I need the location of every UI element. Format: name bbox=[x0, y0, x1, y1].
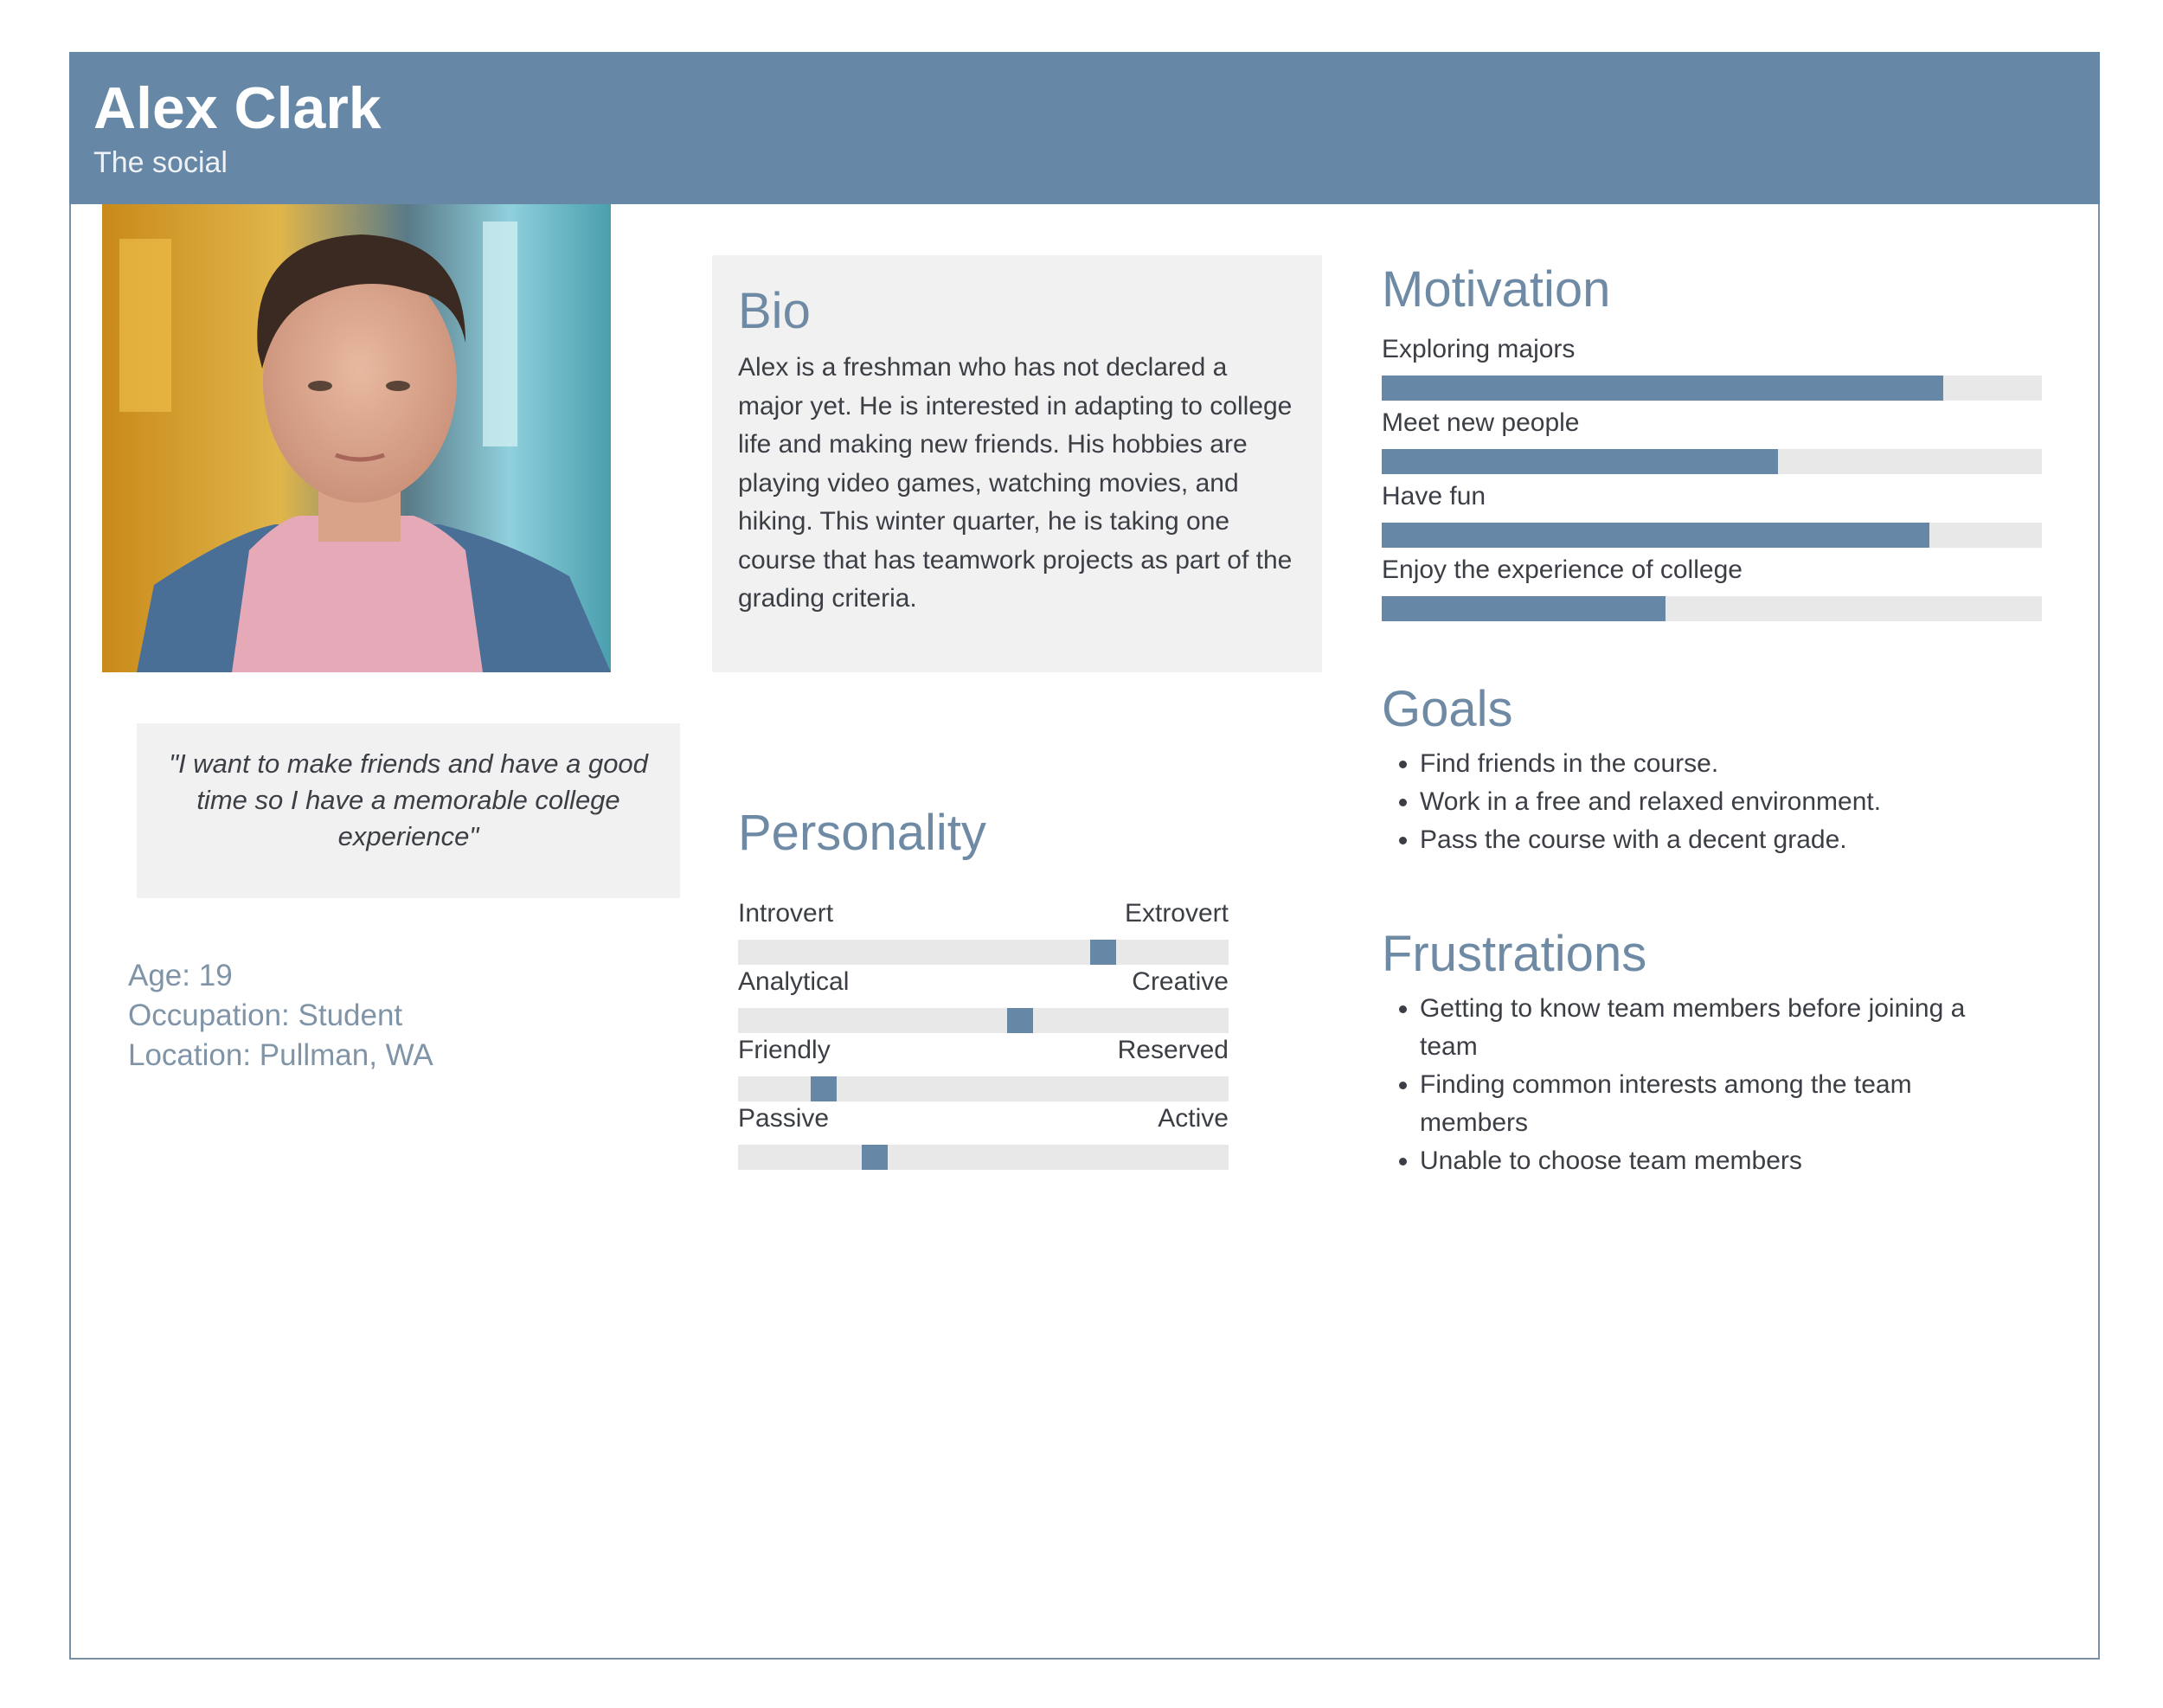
scale-labels bbox=[738, 896, 1229, 931]
scale-track bbox=[738, 1008, 1229, 1033]
motivation-track bbox=[1382, 376, 2042, 401]
motivation-bar bbox=[1382, 479, 2042, 548]
personality-scale bbox=[738, 1033, 1229, 1101]
age-text: Age: 19 bbox=[128, 959, 233, 992]
personality-section bbox=[738, 803, 1229, 1170]
personality-scale bbox=[738, 1101, 1229, 1170]
scale-right-label: Reserved bbox=[1117, 1036, 1229, 1064]
motivation-bar bbox=[1382, 553, 2042, 621]
scale-labels bbox=[738, 1033, 1229, 1068]
scale-marker bbox=[862, 1145, 888, 1170]
motivation-track bbox=[1382, 596, 2042, 621]
motivation-fill bbox=[1382, 523, 1929, 548]
motivation-label: Meet new people bbox=[1382, 408, 1580, 437]
scale-labels bbox=[738, 1101, 1229, 1136]
personality-scales bbox=[738, 896, 1229, 1170]
scale-right-label: Active bbox=[1158, 1104, 1229, 1133]
list-item: • Work in a free and relaxed environment. bbox=[1420, 783, 2042, 821]
motivation-fill bbox=[1382, 376, 1943, 401]
motivation-label: Exploring majors bbox=[1382, 335, 1576, 363]
scale-marker bbox=[1090, 940, 1116, 965]
motivation-track bbox=[1382, 523, 2042, 548]
frustrations-list bbox=[1382, 990, 2042, 1180]
motivation-bar bbox=[1382, 332, 2042, 401]
personality-title: Personality bbox=[738, 805, 986, 861]
scale-marker bbox=[811, 1076, 837, 1101]
persona-tagline: The social bbox=[93, 146, 228, 179]
motivation-fill bbox=[1382, 596, 1666, 621]
scale-left-label: Friendly bbox=[738, 1036, 831, 1064]
motivation-section bbox=[1382, 260, 2042, 621]
list-item: • Finding common interests among the team members bbox=[1420, 1066, 1990, 1142]
motivation-bar bbox=[1382, 406, 2042, 474]
frustrations-title: Frustrations bbox=[1382, 926, 1647, 982]
location-text: Location: Pullman, WA bbox=[128, 1038, 433, 1072]
bio-title: Bio bbox=[738, 283, 811, 339]
quote-text: "I want to make friends and have a good time so I have a memorable college experience" bbox=[169, 748, 648, 851]
scale-labels bbox=[738, 965, 1229, 999]
scale-left-label: Analytical bbox=[738, 967, 850, 996]
scale-track bbox=[738, 1145, 1229, 1170]
motivation-label: Have fun bbox=[1382, 482, 1486, 510]
scale-marker bbox=[1007, 1008, 1033, 1033]
list-item: • Find friends in the course. bbox=[1420, 745, 2042, 783]
goals-list bbox=[1382, 745, 2042, 859]
list-item: • Getting to know team members before joining a team bbox=[1420, 990, 1990, 1066]
list-item: • Unable to choose team members bbox=[1420, 1142, 1990, 1180]
motivation-fill bbox=[1382, 449, 1778, 474]
motivation-label: Enjoy the experience of college bbox=[1382, 555, 1743, 584]
goals-title: Goals bbox=[1382, 681, 1513, 737]
scale-left-label: Passive bbox=[738, 1104, 830, 1133]
bio-panel bbox=[712, 255, 1322, 672]
demographics bbox=[128, 956, 433, 1076]
motivation-track bbox=[1382, 449, 2042, 474]
scale-track bbox=[738, 940, 1229, 965]
personality-scale bbox=[738, 896, 1229, 965]
scale-left-label: Introvert bbox=[738, 899, 834, 928]
scale-right-label: Creative bbox=[1132, 967, 1229, 996]
scale-track bbox=[738, 1076, 1229, 1101]
motivation-title: Motivation bbox=[1382, 261, 1611, 318]
portrait-image bbox=[102, 204, 611, 672]
persona-photo bbox=[102, 204, 611, 672]
personality-scale bbox=[738, 965, 1229, 1033]
goals-section bbox=[1382, 679, 2042, 859]
persona-quote bbox=[137, 723, 680, 898]
motivation-bars bbox=[1382, 332, 2042, 621]
scale-right-label: Extrovert bbox=[1124, 899, 1229, 928]
list-item: • Pass the course with a decent grade. bbox=[1420, 821, 2042, 859]
occupation-text: Occupation: Student bbox=[128, 998, 403, 1032]
bio-text: Alex is a freshman who has not declared a major yet. He is interested in adapting to college life and making new friends. His hobbies are playing video games, watching movies, and hiking. This winter quarter, he is taking one course that has teamwork projects as part of the grading criteria. bbox=[738, 353, 1293, 613]
frustrations-section bbox=[1382, 924, 2042, 1180]
persona-name: Alex Clark bbox=[93, 75, 382, 141]
